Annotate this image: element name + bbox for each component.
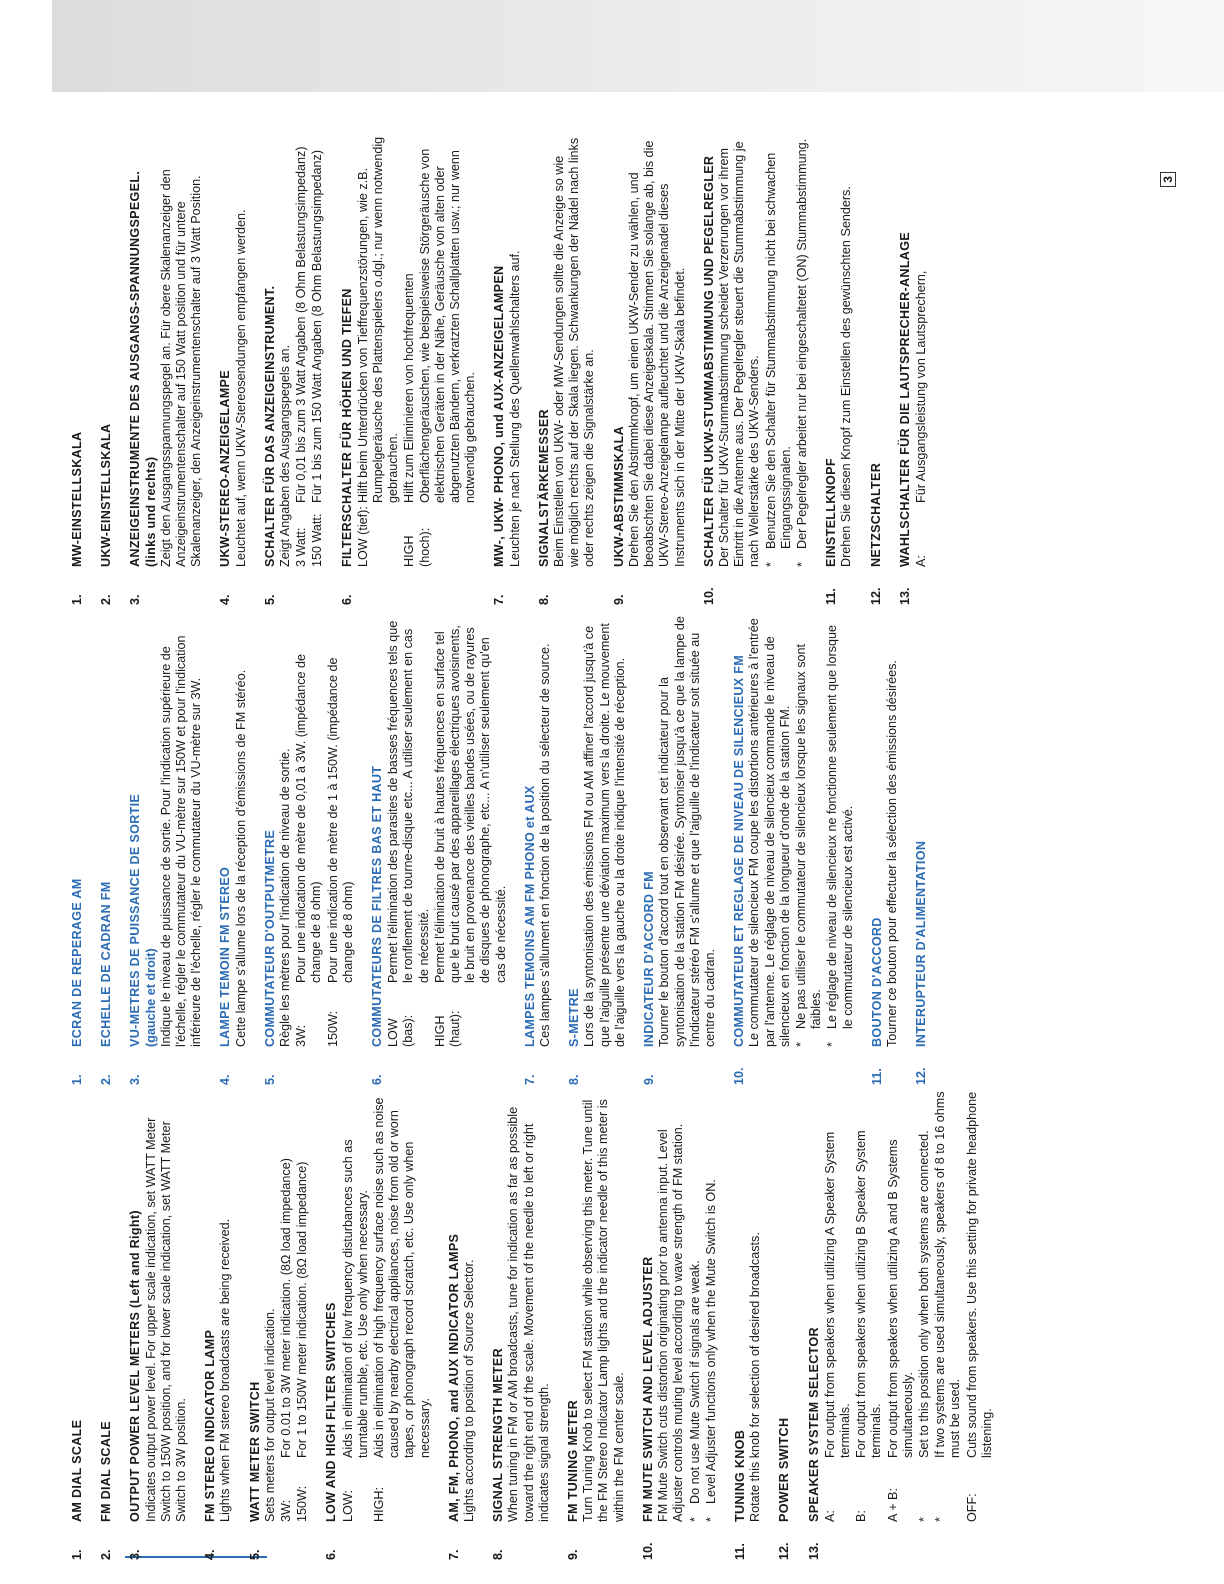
section-title: OUTPUT POWER LEVEL METERS (Left and Right) bbox=[128, 1210, 143, 1522]
definition-value: Cuts sound from speakers. Use this setting for private headphone listening. bbox=[964, 1091, 994, 1458]
definition-row bbox=[823, 1090, 853, 1522]
definition-row bbox=[402, 135, 478, 567]
section-number: 12. bbox=[868, 587, 883, 605]
section-body bbox=[732, 615, 856, 1047]
section-title: FILTERSCHALTER FÜR HÖHEN UND TIEFEN bbox=[339, 288, 354, 567]
section-title: SIGNALSTÄRKEMESSER bbox=[536, 409, 551, 567]
section-title: COMMUTATEUR D'OUTPUTMETRE bbox=[262, 829, 277, 1047]
definition-row bbox=[914, 135, 929, 567]
section-number: 11. bbox=[869, 1068, 884, 1085]
definition-key: 150W: bbox=[295, 1485, 310, 1522]
definition-row bbox=[326, 615, 356, 1047]
note-bullet bbox=[688, 1090, 703, 1522]
section-body bbox=[340, 135, 479, 567]
section-number: 1. bbox=[70, 1074, 84, 1085]
section-item bbox=[203, 1090, 233, 1560]
section-body bbox=[641, 1090, 719, 1522]
section-item bbox=[642, 615, 718, 1085]
section-item bbox=[492, 135, 522, 605]
section-body bbox=[537, 135, 598, 567]
section-number: 10. bbox=[732, 1067, 747, 1085]
section-number: 2. bbox=[99, 1074, 114, 1085]
section-title: WATT METER SWITCH bbox=[247, 1381, 262, 1522]
definition-value: Für 1 bis zum 150 Watt Angaben (8 Ohm Belastungsimpedanz) bbox=[310, 149, 325, 503]
section-item bbox=[128, 615, 204, 1085]
section-text: Tourner le bouton d'accord tout en observant cet indicateur pour la syntonisation de la station FM désirée. Syntoniser jusqu'à ce que la lampe de l'indicateur stéréo FM s'allume et que l'aiguille de l'indicateur soit située au centre du cadran. bbox=[657, 616, 717, 1047]
section-title: SCHALTER FÜR DAS ANZEIGEINSTRUMENT. bbox=[262, 285, 277, 567]
bullet-text: Der Pegelregler arbeitet nur bei eingeschaltetet (ON) Stummabstimmung. bbox=[794, 138, 809, 549]
section-body bbox=[447, 1090, 477, 1522]
definition-value: Hilft beim Unterdrücken von Tieffrequenzstörungen, wie z.B. Rumpelgeräusche des Plattenspielers o.dgl.; nur wenn notwendig gebrauchen. bbox=[355, 136, 401, 503]
definition-value: For output from speakers when utilizing A and B Systems simultaneously. bbox=[885, 1139, 915, 1458]
section-body bbox=[128, 615, 204, 1047]
section-number: 13. bbox=[806, 1542, 821, 1560]
section-title: NETZSCHALTER bbox=[868, 462, 883, 567]
section-title: ECHELLE DE CADRAN FM bbox=[99, 881, 114, 1047]
section-item bbox=[612, 135, 688, 605]
bullet-mark: * bbox=[687, 1517, 702, 1522]
section-body bbox=[824, 135, 854, 567]
french-column bbox=[70, 615, 943, 1085]
rotated-page bbox=[70, 130, 1175, 1560]
section-title: TUNING KNOB bbox=[732, 1429, 747, 1522]
section-body bbox=[203, 1090, 233, 1522]
section-number: 2. bbox=[99, 594, 114, 605]
section-text: Rotate this knob for selection of desired broadcasts. bbox=[748, 1232, 763, 1522]
section-number: 2. bbox=[99, 1549, 114, 1560]
bullet-mark: * bbox=[703, 1517, 718, 1522]
definition-value: For 1 to 150W meter indication. (8Ω load impedance) bbox=[295, 1161, 310, 1458]
section-number: 9. bbox=[611, 594, 626, 605]
english-column bbox=[70, 1090, 1009, 1560]
section-title: MW-EINSTELLSKALA bbox=[70, 431, 84, 567]
section-item bbox=[567, 615, 628, 1085]
section-body bbox=[70, 1090, 85, 1522]
section-item bbox=[248, 1090, 311, 1560]
section-body bbox=[612, 135, 688, 567]
definition-value: For output from speakers when utilizing B Speaker System terminals. bbox=[854, 1130, 884, 1458]
section-text: Der Schalter für UKW-Stummabstimmung scheidet Verzerrungen vor ihrem Eintritt in die Antenne aus. Der Pegelregler steuert die Stummabstimmung je nach Wellerstärke des UKW-Senders. bbox=[716, 141, 762, 567]
section-item bbox=[523, 615, 553, 1085]
section-number: 10. bbox=[701, 587, 716, 605]
section-item bbox=[807, 1090, 995, 1560]
definition-key: 150W: bbox=[325, 1010, 340, 1047]
section-text: Leuchten je nach Stellung des Quellenwahlschalters auf. bbox=[507, 250, 522, 567]
definition-key: A + B: bbox=[885, 1488, 900, 1522]
definition-key: 3W: bbox=[294, 1024, 309, 1047]
section-number: 9. bbox=[566, 1549, 581, 1560]
section-item bbox=[128, 1090, 189, 1560]
section-body bbox=[733, 1090, 763, 1522]
bullet-text: Do not use Mute Switch if signals are weak. bbox=[687, 1260, 702, 1504]
section-number: 12. bbox=[914, 1067, 929, 1085]
section-body bbox=[370, 615, 509, 1047]
definition-key: 3 Watt: bbox=[294, 527, 309, 567]
section-number: 8. bbox=[536, 594, 551, 605]
definition-row bbox=[341, 1090, 371, 1522]
section-body bbox=[642, 615, 718, 1047]
section-body bbox=[263, 615, 356, 1047]
definition-row bbox=[295, 1090, 310, 1522]
section-text: Indique le niveau de puissance de sortie. Pour l'indication supérieure de l'échelle, régler le commutateur du VU-mètre sur 150W et pour l'indication inférieure de l'échelle, régler le commutateur du VU-mètre sur 3W. bbox=[158, 635, 204, 1047]
definition-value: Für Ausgangsleistung von Lautsprechern, bbox=[913, 270, 928, 503]
section-item bbox=[870, 615, 900, 1085]
section-item bbox=[263, 615, 356, 1085]
section-text: Règle les mètres pour l'indication de niveau de sortie. bbox=[278, 748, 293, 1047]
section-text: Tourner ce bouton pour effectuer la sélection des émissions désirées. bbox=[884, 660, 899, 1047]
section-body bbox=[702, 135, 810, 567]
section-text: Lights according to position of Source Selector. bbox=[462, 1259, 477, 1522]
section-title: WAHLSCHALTER FÜR DIE LAUTSPRECHER-ANLAGE bbox=[897, 232, 912, 567]
definition-key: HIGH (haut): bbox=[432, 1010, 463, 1047]
definition-row bbox=[372, 1090, 433, 1522]
definition-key: * bbox=[916, 1517, 931, 1522]
section-number: 11. bbox=[732, 1543, 747, 1560]
section-number: 8. bbox=[567, 1074, 582, 1085]
section-title: SPEAKER SYSTEM SELECTOR bbox=[806, 1327, 821, 1522]
section-item bbox=[777, 1090, 792, 1560]
section-text: Zeigt den Ausgangsspannungspegel an. Für obere Skalenanzeiger den Anzeigeinstrumentenschalter auf 150 Watt position und für untere Skalenanzeiger, den Anzeigeinstrumentenschalter auf 3 Watt Position. bbox=[158, 169, 204, 567]
section-title: ECRAN DE REPERAGE AM bbox=[70, 878, 84, 1047]
section-number: 4. bbox=[218, 594, 233, 605]
section-body bbox=[218, 135, 248, 567]
section-title: BOUTON D'ACCORD bbox=[869, 917, 884, 1047]
section-number: 7. bbox=[522, 1074, 537, 1085]
section-body bbox=[324, 1090, 432, 1522]
section-title: FM STEREO INDICATOR LAMP bbox=[203, 1329, 218, 1522]
section-item bbox=[491, 1090, 552, 1560]
section-text: Beim Einstellen von UKW- oder MW-Sendungen sollte die Anzeige so wie wie möglich rechts auf der Skala liegen. Schwankungen der Nädel nach links oder rechts zeigen die Signalstärke an. bbox=[552, 137, 597, 567]
section-item bbox=[70, 615, 85, 1085]
section-text: Drehen Sie diesen Knopf zum Einstellen des gewünschten Senders. bbox=[839, 186, 854, 567]
section-text: Lights when FM stereo broadcasts are being received. bbox=[218, 1218, 233, 1522]
section-item bbox=[732, 615, 856, 1085]
definition-key: A: bbox=[822, 1510, 837, 1522]
section-text: Leuchtet auf, wenn UKW-Stereosendungen empfangen werden. bbox=[233, 209, 248, 567]
definition-key: 3W: bbox=[279, 1499, 294, 1522]
section-number: 10. bbox=[640, 1542, 655, 1560]
section-number: 6. bbox=[339, 594, 354, 605]
section-number: 4. bbox=[203, 1549, 218, 1560]
section-body bbox=[566, 1090, 627, 1522]
bullet-text: Benutzen Sie den Schalter für Stummabstimmung nicht bei schwachen Eingangssignalen. bbox=[763, 152, 793, 549]
german-column bbox=[70, 135, 943, 605]
section-number: 5. bbox=[247, 1549, 262, 1560]
section-number: 13. bbox=[897, 587, 912, 605]
section-body bbox=[807, 1090, 995, 1522]
section-text: Indicates output power level. For upper scale indication, set WATT Meter Switch to 150W position, and for lower scale indication, set WATT Meter Switch to 3W position. bbox=[143, 1117, 189, 1522]
definition-row bbox=[279, 1090, 294, 1522]
section-text: Drehen Sie den Abstimmknopf, um einen UKW-Sender zu wählen, und beoabschten Sie dabei diese Anzeigeskala. Stimmen Sie solange ab, bis die UKW-Stereo-Anzeigelampe aufleuchtet und die Anzeigenadel dieses Instruments sich in der Mitte der UKW-Skala befindet. bbox=[626, 140, 687, 567]
definition-row bbox=[310, 135, 325, 567]
definition-value: If two systems are used simultaneously, speakers of 8 to 16 ohms must be used. bbox=[933, 1091, 963, 1458]
section-item bbox=[70, 135, 85, 605]
section-number: 1. bbox=[70, 594, 84, 605]
definition-row bbox=[933, 1090, 963, 1522]
note-bullet bbox=[825, 615, 855, 1047]
definition-key: LOW: bbox=[340, 1490, 355, 1522]
definition-row bbox=[854, 1090, 884, 1522]
section-title: SCHALTER FÜR UKW-STUMMABSTIMMUNG UND PEGELREGLER bbox=[701, 155, 716, 567]
section-body bbox=[898, 135, 929, 567]
section-number: 11. bbox=[824, 588, 839, 605]
section-text: Turn Tuning Knob to select FM station while observing this meter. Tune until the FM Stereo Indicator Lamp lights and the indicator needle of this meter is within the FM center scale. bbox=[581, 1099, 626, 1522]
section-item bbox=[869, 135, 884, 605]
definition-value: Pour une indication de mètre de 0,01 à 3W. (impédance de change de 8 ohm) bbox=[294, 653, 324, 983]
section-title: MW-, UKW- PHONO, und AUX-ANZEIGELAMPEN bbox=[492, 265, 507, 567]
section-title: UKW-EINSTELLSKALA bbox=[99, 423, 114, 567]
section-title: INTERUPTEUR D'ALIMENTATION bbox=[914, 840, 929, 1047]
definition-value: Hilft zum Eliminieren von hochfrequenten Oberflächengeräuschen, wie beispielsweise Störgeräusche von elektrischen Geräten in der Nähe, Geräusche von alten oder abgenutzten Bändern, verkratzten Schallplatten usw.; nur wenn notwendig gebrauchen. bbox=[402, 148, 478, 503]
bullet-mark: * bbox=[794, 562, 809, 567]
section-title: EINSTELLKNOPF bbox=[824, 458, 839, 567]
section-item bbox=[702, 135, 810, 605]
section-item bbox=[99, 1090, 114, 1560]
section-item bbox=[340, 135, 479, 605]
section-title: ANZEIGEINSTRUMENTE DES AUSGANGS-SPANNUNGSPEGEL. (links und rechts) bbox=[128, 170, 158, 567]
section-title: FM MUTE SWITCH AND LEVEL ADJUSTER bbox=[640, 1256, 655, 1522]
section-body bbox=[567, 615, 628, 1047]
section-text: Zeigt Angaben des Ausgangspegels an. bbox=[278, 345, 293, 567]
bullet-mark: * bbox=[825, 1042, 840, 1047]
bullet-text: Le réglage de niveau de silencieux ne fonctionne seulement que lorsque le commutateur de silencieux est activé. bbox=[825, 625, 855, 1029]
section-body bbox=[99, 615, 114, 1047]
section-number: 3. bbox=[128, 1549, 143, 1560]
section-item bbox=[324, 1090, 432, 1560]
section-item bbox=[641, 1090, 719, 1560]
definition-value: Permet l'élimination des parasites de basses fréquences tels que le ronflement de tourne-disque etc... A utiliser seulement en cas de nécessité. bbox=[386, 620, 431, 983]
section-item bbox=[218, 135, 248, 605]
section-subtitle: (gauche et droit) bbox=[143, 948, 158, 1047]
definition-value: Aids in elimination of low frequency disturbances such as turntable rumble, etc. Use only when necessary. bbox=[340, 1139, 370, 1458]
section-number: 3. bbox=[128, 594, 143, 605]
section-number: 4. bbox=[218, 1074, 233, 1085]
section-text: Cette lampe s'allume lors de la réception d'émissions de FM stéréo. bbox=[233, 669, 248, 1047]
section-title: VU-METRES DE PUISSANCE DE SORTIE bbox=[128, 793, 143, 1047]
definition-row bbox=[965, 1090, 995, 1522]
section-body bbox=[70, 135, 85, 567]
section-title: COMMUTATEURS DE FILTRES BAS ET HAUT bbox=[370, 765, 385, 1047]
section-text: Ces lampes s'allument en fonction de la position du sélecteur de source. bbox=[538, 643, 553, 1047]
section-item bbox=[824, 135, 854, 605]
section-title: UKW-STEREO-ANZEIGELAMPE bbox=[218, 370, 233, 567]
section-number: 1. bbox=[70, 1549, 84, 1560]
section-body bbox=[70, 615, 85, 1047]
section-body bbox=[128, 1090, 189, 1522]
section-title: AM DIAL SCALE bbox=[70, 1419, 84, 1522]
section-title: FM DIAL SCALE bbox=[99, 1421, 114, 1522]
section-number: 3. bbox=[128, 1074, 143, 1085]
section-body bbox=[777, 1090, 792, 1522]
bullet-text: Level Adjuster functions only when the Mute Switch is ON. bbox=[703, 1179, 718, 1504]
bullet-mark: * bbox=[763, 562, 778, 567]
section-title: UKW-ABSTIMMSKALA bbox=[611, 426, 626, 567]
section-item bbox=[128, 135, 204, 605]
section-item bbox=[537, 135, 598, 605]
section-body bbox=[492, 135, 522, 567]
section-title: S-METRE bbox=[567, 988, 582, 1047]
definition-row bbox=[356, 135, 402, 567]
section-body bbox=[99, 135, 114, 567]
definition-key: LOW (tief): bbox=[355, 506, 370, 567]
section-number: 7. bbox=[446, 1549, 461, 1560]
scan-header-band bbox=[52, 0, 1224, 92]
note-bullet bbox=[795, 135, 810, 567]
section-item bbox=[447, 1090, 477, 1560]
definition-value: Aids in elimination of high frequency surface noise such as noise caused by nearby electrical appliances, noise from old or worn tapes, or phonograph record scratch, etc. Use only when necessary. bbox=[372, 1097, 432, 1458]
definition-key: 150 Watt: bbox=[310, 513, 325, 567]
section-title: LAMPES TEMOINS AM FM PHONO et AUX bbox=[522, 785, 537, 1047]
section-number: 5. bbox=[262, 1074, 277, 1085]
section-body bbox=[263, 135, 326, 567]
definition-key: HIGH (hoch): bbox=[402, 527, 432, 567]
definition-row bbox=[294, 135, 309, 567]
definition-value: Pour une indication de mètre de 1 à 150W. (impédance de change de 8 ohm) bbox=[325, 657, 355, 983]
definition-row bbox=[386, 615, 432, 1047]
bullet-text: Ne pas utiliser le commutateur de silencieux lorsque les signaux sont faibles. bbox=[793, 643, 824, 1029]
section-number: 8. bbox=[491, 1549, 506, 1560]
definition-key: * bbox=[933, 1517, 948, 1522]
definition-key: A: bbox=[913, 555, 928, 567]
section-body bbox=[218, 615, 248, 1047]
definition-row bbox=[294, 615, 324, 1047]
section-number: 6. bbox=[370, 1074, 385, 1085]
section-body bbox=[99, 1090, 114, 1522]
section-body bbox=[248, 1090, 311, 1522]
section-item bbox=[99, 615, 114, 1085]
definition-key: B: bbox=[854, 1510, 869, 1522]
section-title: FM TUNING METER bbox=[566, 1399, 581, 1522]
section-title: INDICATEUR D'ACCORD FM bbox=[642, 871, 657, 1047]
section-item bbox=[99, 135, 114, 605]
section-text: FM Mute Switch cuts distortion originating prior to antenna input. Level Adjuster controls muting level according to wave strength of FM station. bbox=[656, 1123, 686, 1522]
note-bullet bbox=[704, 1090, 719, 1522]
page-number: 3 bbox=[1160, 172, 1176, 187]
definition-value: Für 0,01 bis zum 3 Watt Angaben (8 Ohm Belastungsimpedanz) bbox=[294, 146, 309, 503]
section-body bbox=[914, 615, 929, 1047]
section-number: 7. bbox=[492, 594, 507, 605]
bullet-mark: * bbox=[793, 1042, 808, 1047]
section-item bbox=[566, 1090, 627, 1560]
section-item bbox=[914, 615, 929, 1085]
section-body bbox=[523, 615, 553, 1047]
section-item bbox=[733, 1090, 763, 1560]
definition-row bbox=[886, 1090, 916, 1522]
section-text: When tuning in FM or AM broadcasts, tune for indication as far as possible toward the right end of the scale. Movement of the needle to left or right indicates signal strength. bbox=[506, 1106, 551, 1522]
section-number: 9. bbox=[642, 1074, 657, 1085]
section-title: AM, FM, PHONO, and AUX INDICATOR LAMPS bbox=[446, 1233, 461, 1522]
section-item bbox=[263, 135, 326, 605]
section-number: 6. bbox=[324, 1549, 339, 1560]
section-item bbox=[70, 1090, 85, 1560]
section-title: COMMUTATEUR ET REGLAGE DE NIVEAU DE SILENCIEUX FM bbox=[732, 654, 747, 1047]
note-bullet bbox=[764, 135, 794, 567]
section-item bbox=[370, 615, 509, 1085]
section-item bbox=[898, 135, 929, 605]
section-title: SIGNAL STRENGTH METER bbox=[491, 1348, 506, 1522]
section-body bbox=[870, 615, 900, 1047]
section-title: LAMPE TEMOIN FM STEREO bbox=[218, 866, 233, 1047]
section-body bbox=[869, 135, 884, 567]
section-title: POWER SWITCH bbox=[777, 1417, 792, 1522]
section-number: 5. bbox=[262, 594, 277, 605]
definition-key: OFF: bbox=[964, 1493, 979, 1522]
section-body bbox=[128, 135, 204, 567]
section-number: 12. bbox=[777, 1542, 792, 1560]
section-title: LOW AND HIGH FILTER SWITCHES bbox=[324, 1302, 339, 1522]
section-text: Le commutateur de silencieux FM coupe les distortions antérieures à l'entrée par l'antenne. Le réglage de niveau de silencieux commande le niveau de silencieux en fonction de la longueur d'onde de la station FM. bbox=[747, 618, 792, 1047]
definition-key: LOW (bas): bbox=[386, 1014, 416, 1047]
note-bullet bbox=[794, 615, 824, 1047]
section-body bbox=[491, 1090, 552, 1522]
definition-key: HIGH: bbox=[372, 1487, 387, 1522]
section-text: Lors de la syntonisation des émissions FM ou AM affiner l'accord jusqu'à ce que l'aiguille présente une déviation maximum vers la droite. Le mouvement de l'aiguille vers la gauche ou la droite indique l'intensité de réception. bbox=[582, 623, 627, 1047]
definition-value: Set to this position only when both systems are connected. bbox=[916, 1130, 931, 1458]
section-text: Sets meters for output level indication. bbox=[262, 1308, 277, 1522]
definition-value: For 0.01 to 3W meter indication. (8Ω load impedance) bbox=[279, 1158, 294, 1458]
definition-value: For output from speakers when utilizing A Speaker System terminals. bbox=[822, 1131, 852, 1458]
definition-value: Permet l'élimination de bruit à hautes fréquences en surface tel que le bruit causé par des appareillages électriques avoisinents, le bruit en provenance des vieilles bandes usées, ou de rayures de disques de phonographe, etc... A n'utiliser seulement qu'en cas de nécessité. bbox=[432, 625, 508, 983]
section-item bbox=[218, 615, 248, 1085]
definition-row bbox=[917, 1090, 932, 1522]
definition-row bbox=[433, 615, 509, 1047]
